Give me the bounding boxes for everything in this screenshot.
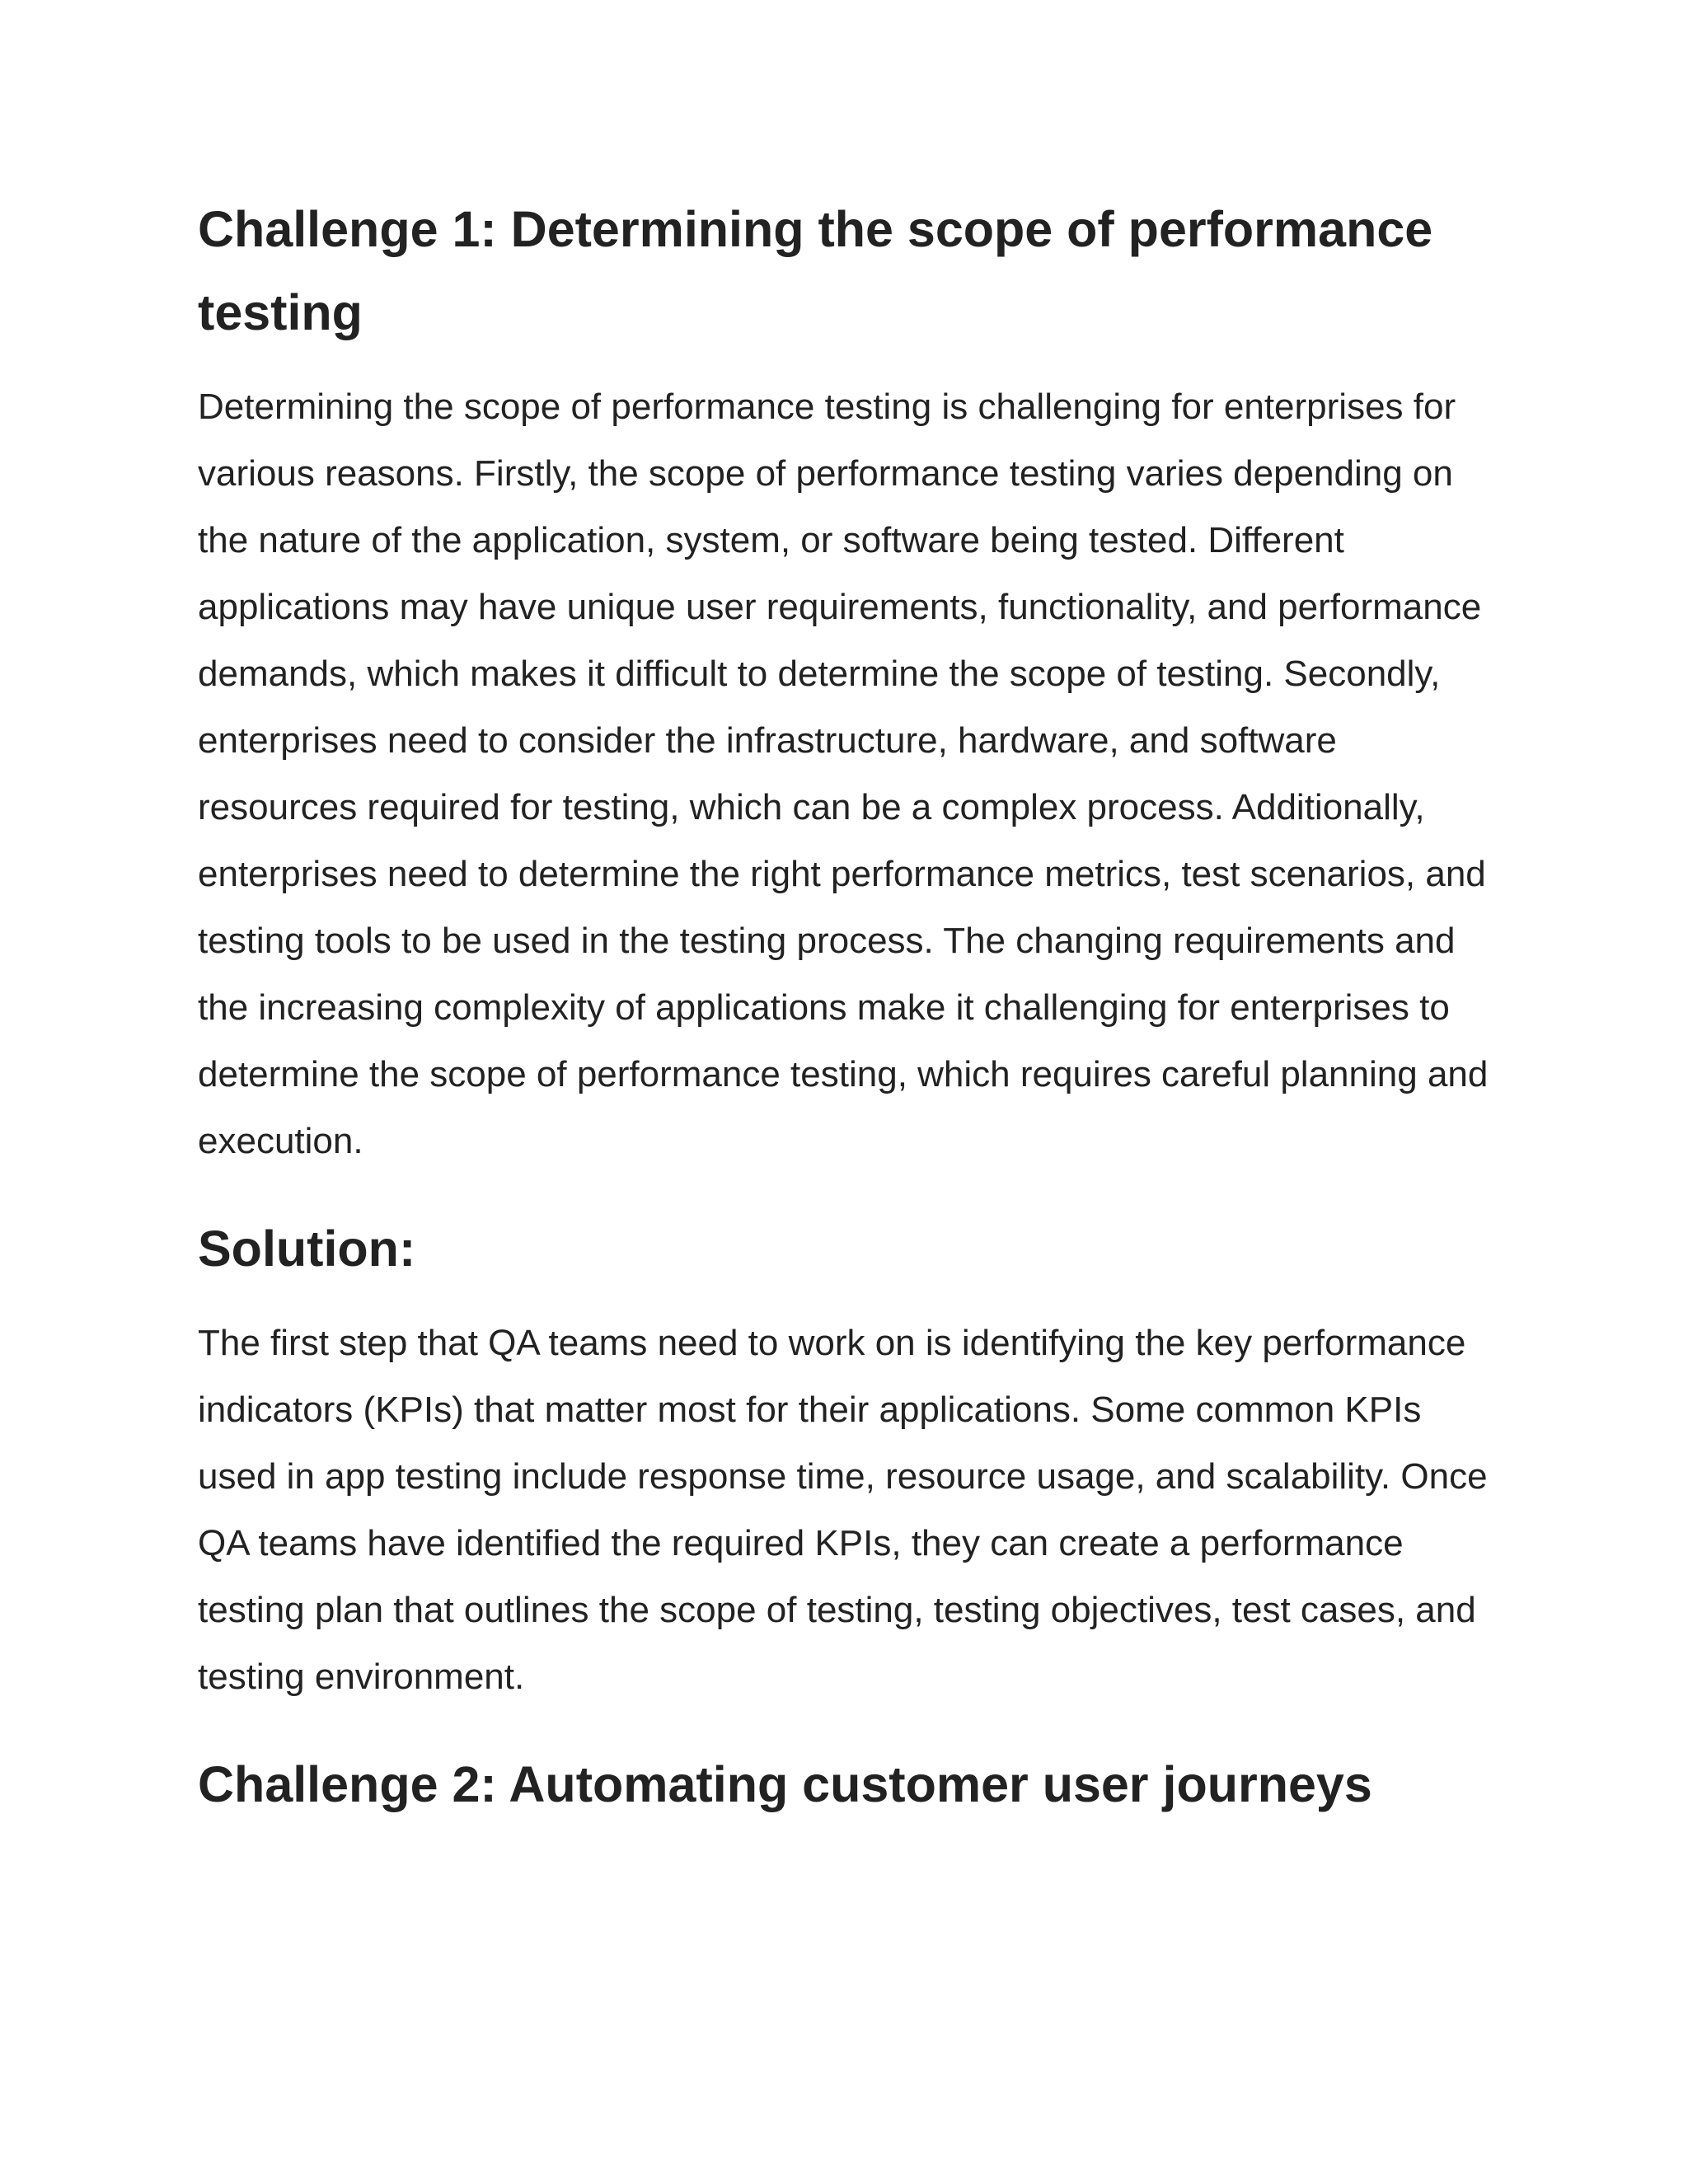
challenge-1-heading: Challenge 1: Determining the scope of performance testing <box>198 201 1433 340</box>
challenge-1-paragraph: Determining the scope of performance testing is challenging for enterprises for various reasons. Firstly, the scope of performance testing varies depending on the nature of the application, system, or software being tested. Different applications may have unique user requirements, functionality, and performance demands, which makes it difficult to determine the scope of testing. Secondly, enterprises need to consider the infrastructure, hardware, and software resources required for testing, which can be a complex process. Additionally, enterprises need to determine the right performance metrics, test scenarios, and testing tools to be used in the testing process. The changing requirements and the increasing complexity of applications make it challenging for enterprises to determine the scope of performance testing, which requires careful planning and execution. <box>198 387 1489 1161</box>
solution-paragraph: The first step that QA teams need to work on is identifying the key performance indicators (KPIs) that matter most for their applications. Some common KPIs used in app testing include response time, resource usage, and scalability. Once QA teams have identified the required KPIs, they can create a performance testing plan that outlines the scope of testing, testing objectives, test cases, and testing environment. <box>198 1323 1488 1697</box>
solution-heading: Solution: <box>198 1221 416 1277</box>
challenge-2-heading: Challenge 2: Automating customer user journeys <box>198 1756 1372 1812</box>
